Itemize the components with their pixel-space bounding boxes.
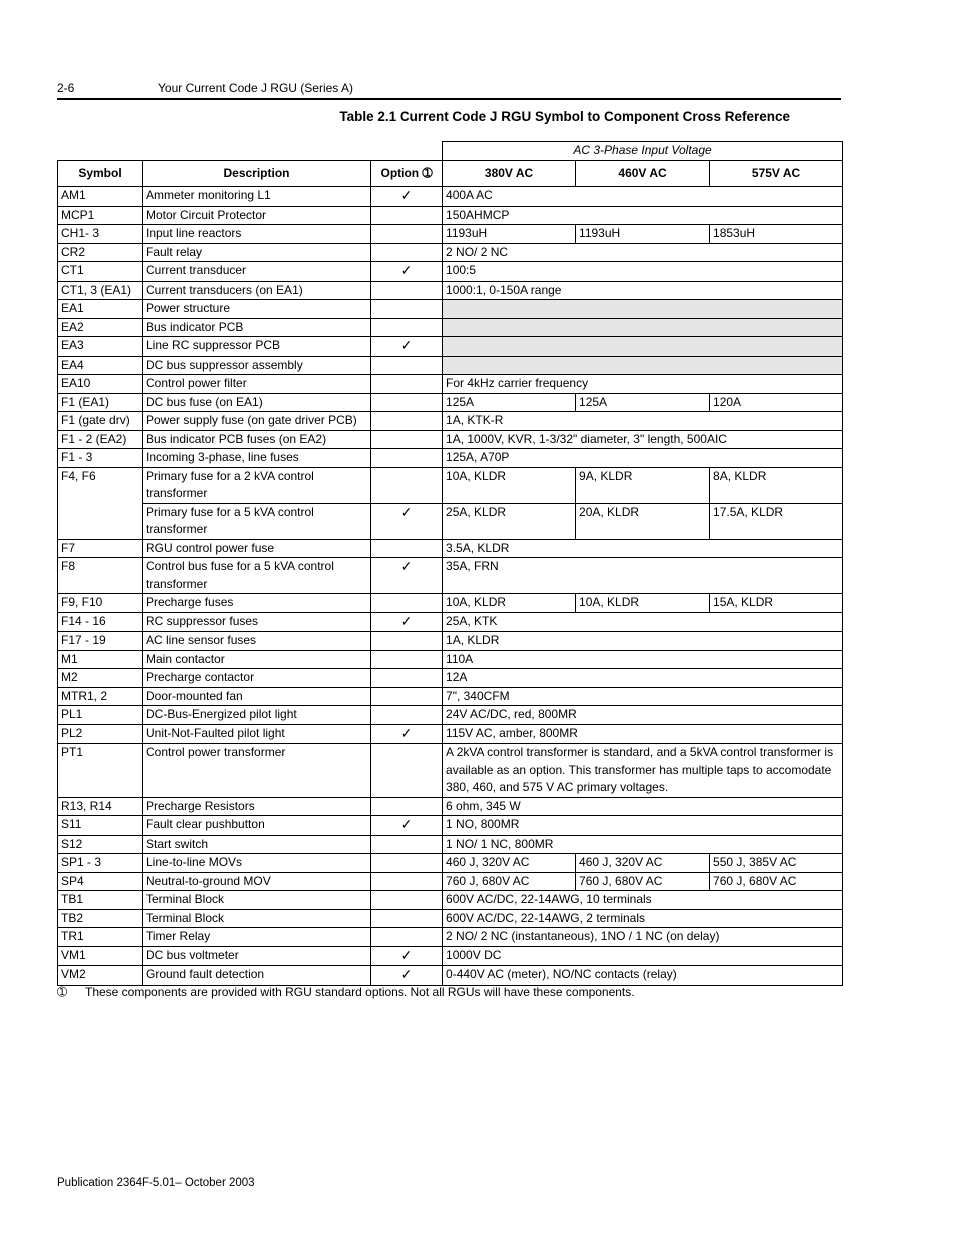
symbol-cell: TB1	[58, 891, 143, 910]
symbol-cell: MCP1	[58, 206, 143, 225]
option-cell	[371, 724, 443, 744]
value-380v-cell: 10A, KLDR	[443, 594, 576, 613]
description-cell: Control power transformer	[143, 744, 371, 798]
description-cell: Line-to-line MOVs	[143, 854, 371, 873]
value-cell: 7", 340CFM	[443, 687, 843, 706]
symbol-cell: CR2	[58, 243, 143, 262]
table-row	[58, 430, 843, 449]
value-cell: 2 NO/ 2 NC	[443, 243, 843, 262]
value-cell: 12A	[443, 669, 843, 688]
table-row	[58, 797, 843, 816]
table-title: Table 2.1 Current Code J RGU Symbol to Component Cross Reference	[339, 109, 790, 124]
check-mark-icon: ✓	[400, 816, 413, 832]
table-row	[58, 632, 843, 651]
symbol-cell: SP4	[58, 872, 143, 891]
symbol-cell: S12	[58, 835, 143, 854]
option-cell	[371, 966, 443, 986]
table-body	[58, 187, 843, 986]
symbol-cell: R13, R14	[58, 797, 143, 816]
check-mark-icon: ✓	[400, 187, 413, 203]
option-cell	[371, 281, 443, 300]
option-cell	[371, 744, 443, 798]
description-cell: Start switch	[143, 835, 371, 854]
value-cell: 1000:1, 0-150A range	[443, 281, 843, 300]
description-cell: Unit-Not-Faulted pilot light	[143, 724, 371, 744]
table-row	[58, 558, 843, 594]
option-cell	[371, 449, 443, 468]
value-575v-cell: 120A	[710, 393, 843, 412]
check-mark-icon: ✓	[400, 337, 413, 353]
header-rule	[57, 98, 841, 100]
option-cell	[371, 854, 443, 873]
option-cell	[371, 594, 443, 613]
symbol-cell: EA2	[58, 318, 143, 337]
symbol-cell: EA1	[58, 300, 143, 319]
check-mark-icon: ✓	[400, 946, 413, 963]
table-row	[58, 835, 843, 854]
value-cell: 0-440V AC (meter), NO/NC contacts (relay)	[443, 966, 843, 986]
symbol-cell: SP1 - 3	[58, 854, 143, 873]
description-cell: Current transducers (on EA1)	[143, 281, 371, 300]
col-460v: 460V AC	[576, 161, 710, 187]
value-cell	[443, 356, 843, 375]
value-460v-cell: 20A, KLDR	[576, 503, 710, 539]
table-row	[58, 449, 843, 468]
description-cell: Incoming 3-phase, line fuses	[143, 449, 371, 468]
col-380v: 380V AC	[443, 161, 576, 187]
value-cell	[443, 300, 843, 319]
option-cell	[371, 187, 443, 207]
table-row	[58, 375, 843, 394]
option-cell	[371, 467, 443, 503]
table-row	[58, 539, 843, 558]
option-cell	[371, 503, 443, 539]
value-cell: 125A, A70P	[443, 449, 843, 468]
description-cell: Motor Circuit Protector	[143, 206, 371, 225]
value-575v-cell: 17.5A, KLDR	[710, 503, 843, 539]
value-cell: A 2kVA control transformer is standard, and a 5kVA control transformer is available as an option. This transformer has multiple taps to accomodate 380, 460, and 575 V AC primary voltages.	[443, 744, 843, 798]
value-cell: 24V AC/DC, red, 800MR	[443, 706, 843, 725]
description-cell: DC bus voltmeter	[143, 946, 371, 966]
footnote	[57, 985, 841, 999]
value-cell	[443, 337, 843, 357]
check-mark-icon: ✓	[400, 262, 413, 278]
value-380v-cell: 760 J, 680V AC	[443, 872, 576, 891]
description-cell: Power structure	[143, 300, 371, 319]
table-row	[58, 225, 843, 244]
value-460v-cell: 760 J, 680V AC	[576, 872, 710, 891]
description-cell: Control power filter	[143, 375, 371, 394]
value-380v-cell: 125A	[443, 393, 576, 412]
value-cell: 3.5A, KLDR	[443, 539, 843, 558]
page-number: 2-6	[57, 81, 75, 95]
symbol-cell: TB2	[58, 909, 143, 928]
symbol-cell: TR1	[58, 928, 143, 947]
table-row	[58, 687, 843, 706]
description-cell: Primary fuse for a 2 kVA control transformer	[143, 467, 371, 503]
running-title: Your Current Code J RGU (Series A)	[158, 81, 353, 95]
description-cell: Power supply fuse (on gate driver PCB)	[143, 412, 371, 431]
option-cell	[371, 612, 443, 632]
table-row	[58, 872, 843, 891]
table-row	[58, 243, 843, 262]
symbol-cell: CH1- 3	[58, 225, 143, 244]
symbol-cell: F1 - 2 (EA2)	[58, 430, 143, 449]
value-cell: 115V AC, amber, 800MR	[443, 724, 843, 744]
table-row	[58, 594, 843, 613]
table-row	[58, 206, 843, 225]
option-cell	[371, 946, 443, 966]
description-cell: Control bus fuse for a 5 kVA control transformer	[143, 558, 371, 594]
symbol-cell: F1 (gate drv)	[58, 412, 143, 431]
option-cell	[371, 206, 443, 225]
description-cell: RC suppressor fuses	[143, 612, 371, 632]
symbol-cell: PL1	[58, 706, 143, 725]
table-row	[58, 744, 843, 798]
value-575v-cell: 760 J, 680V AC	[710, 872, 843, 891]
table-row	[58, 909, 843, 928]
description-cell: Timer Relay	[143, 928, 371, 947]
description-cell: Current transducer	[143, 262, 371, 282]
value-cell: 25A, KTK	[443, 612, 843, 632]
option-cell	[371, 650, 443, 669]
symbol-cell: S11	[58, 816, 143, 836]
column-header-row	[58, 161, 843, 187]
option-cell	[371, 430, 443, 449]
value-460v-cell: 460 J, 320V AC	[576, 854, 710, 873]
table-row	[58, 503, 843, 539]
value-575v-cell: 550 J, 385V AC	[710, 854, 843, 873]
publication-footer: Publication 2364F-5.01– October 2003	[57, 1177, 255, 1189]
description-cell: Primary fuse for a 5 kVA control transformer	[143, 503, 371, 539]
value-460v-cell: 9A, KLDR	[576, 467, 710, 503]
table-row	[58, 262, 843, 282]
value-380v-cell: 10A, KLDR	[443, 467, 576, 503]
cross-reference-table	[57, 141, 843, 986]
description-cell: DC-Bus-Energized pilot light	[143, 706, 371, 725]
table-row	[58, 706, 843, 725]
option-cell	[371, 318, 443, 337]
option-cell	[371, 669, 443, 688]
option-cell	[371, 539, 443, 558]
table-row	[58, 612, 843, 632]
option-cell	[371, 687, 443, 706]
symbol-cell: F1 - 3	[58, 449, 143, 468]
symbol-cell: CT1	[58, 262, 143, 282]
table-row	[58, 928, 843, 947]
value-380v-cell: 1193uH	[443, 225, 576, 244]
table-row	[58, 337, 843, 357]
value-460v-cell: 125A	[576, 393, 710, 412]
footnote-marker: ➀	[57, 985, 68, 999]
description-cell: Neutral-to-ground MOV	[143, 872, 371, 891]
symbol-cell: VM1	[58, 946, 143, 966]
table-row	[58, 724, 843, 744]
option-cell	[371, 375, 443, 394]
symbol-cell: F9, F10	[58, 594, 143, 613]
symbol-cell: VM2	[58, 966, 143, 986]
value-cell: 110A	[443, 650, 843, 669]
description-cell: DC bus fuse (on EA1)	[143, 393, 371, 412]
description-cell: Door-mounted fan	[143, 687, 371, 706]
option-cell	[371, 337, 443, 357]
value-575v-cell: 1853uH	[710, 225, 843, 244]
symbol-cell: EA3	[58, 337, 143, 357]
symbol-cell: F8	[58, 558, 143, 594]
check-mark-icon: ✓	[400, 558, 413, 574]
description-cell: Terminal Block	[143, 891, 371, 910]
symbol-cell: F4, F6	[58, 467, 143, 503]
table-row	[58, 356, 843, 375]
col-symbol: Symbol	[58, 161, 143, 187]
description-cell: Fault clear pushbutton	[143, 816, 371, 836]
table-row	[58, 281, 843, 300]
value-cell: 1000V DC	[443, 946, 843, 966]
value-cell: 1A, 1000V, KVR, 1-3/32" diameter, 3" length, 500AIC	[443, 430, 843, 449]
voltage-header-row	[58, 142, 843, 161]
symbol-cell	[58, 503, 143, 539]
description-cell: Terminal Block	[143, 909, 371, 928]
symbol-cell: EA4	[58, 356, 143, 375]
voltage-group-header: AC 3-Phase Input Voltage	[443, 142, 843, 161]
value-cell: For 4kHz carrier frequency	[443, 375, 843, 394]
value-cell: 600V AC/DC, 22-14AWG, 10 terminals	[443, 891, 843, 910]
description-cell: Line RC suppressor PCB	[143, 337, 371, 357]
option-cell	[371, 558, 443, 594]
value-cell: 1 NO, 800MR	[443, 816, 843, 836]
table-row	[58, 318, 843, 337]
symbol-cell: M1	[58, 650, 143, 669]
check-mark-icon: ✓	[400, 966, 413, 982]
table-row	[58, 854, 843, 873]
symbol-cell: PL2	[58, 724, 143, 744]
description-cell: Input line reactors	[143, 225, 371, 244]
description-cell: Precharge Resistors	[143, 797, 371, 816]
symbol-cell: MTR1, 2	[58, 687, 143, 706]
table-row	[58, 669, 843, 688]
check-mark-icon: ✓	[400, 503, 413, 520]
table-row	[58, 650, 843, 669]
description-cell: RGU control power fuse	[143, 539, 371, 558]
table-row	[58, 816, 843, 836]
option-cell	[371, 909, 443, 928]
option-cell	[371, 225, 443, 244]
option-cell	[371, 393, 443, 412]
description-cell: Precharge contactor	[143, 669, 371, 688]
option-cell	[371, 300, 443, 319]
table-row	[58, 966, 843, 986]
value-cell: 1A, KTK-R	[443, 412, 843, 431]
check-mark-icon: ✓	[400, 612, 413, 629]
value-cell: 100:5	[443, 262, 843, 282]
option-cell	[371, 891, 443, 910]
col-575v: 575V AC	[710, 161, 843, 187]
value-cell: 150AHMCP	[443, 206, 843, 225]
value-575v-cell: 8A, KLDR	[710, 467, 843, 503]
value-cell: 35A, FRN	[443, 558, 843, 594]
value-380v-cell: 460 J, 320V AC	[443, 854, 576, 873]
description-cell: Bus indicator PCB fuses (on EA2)	[143, 430, 371, 449]
value-cell: 1 NO/ 1 NC, 800MR	[443, 835, 843, 854]
option-cell	[371, 816, 443, 836]
symbol-cell: F1 (EA1)	[58, 393, 143, 412]
table-row	[58, 187, 843, 207]
col-description: Description	[143, 161, 371, 187]
symbol-cell: F17 - 19	[58, 632, 143, 651]
value-cell	[443, 318, 843, 337]
option-cell	[371, 706, 443, 725]
option-cell	[371, 356, 443, 375]
description-cell: Main contactor	[143, 650, 371, 669]
symbol-cell: AM1	[58, 187, 143, 207]
option-cell	[371, 412, 443, 431]
symbol-cell: PT1	[58, 744, 143, 798]
table-row	[58, 300, 843, 319]
option-cell	[371, 243, 443, 262]
table-row	[58, 891, 843, 910]
symbol-cell: F7	[58, 539, 143, 558]
option-cell	[371, 835, 443, 854]
table-row	[58, 393, 843, 412]
option-cell	[371, 797, 443, 816]
option-cell	[371, 872, 443, 891]
option-cell	[371, 928, 443, 947]
symbol-cell: CT1, 3 (EA1)	[58, 281, 143, 300]
description-cell: Precharge fuses	[143, 594, 371, 613]
value-cell: 600V AC/DC, 22-14AWG, 2 terminals	[443, 909, 843, 928]
table-row	[58, 467, 843, 503]
symbol-cell: EA10	[58, 375, 143, 394]
symbol-cell: M2	[58, 669, 143, 688]
value-cell: 400A AC	[443, 187, 843, 207]
table-row	[58, 946, 843, 966]
value-460v-cell: 1193uH	[576, 225, 710, 244]
page-header	[57, 80, 841, 100]
description-cell: DC bus suppressor assembly	[143, 356, 371, 375]
description-cell: Ground fault detection	[143, 966, 371, 986]
option-cell	[371, 632, 443, 651]
description-cell: Ammeter monitoring L1	[143, 187, 371, 207]
description-cell: AC line sensor fuses	[143, 632, 371, 651]
value-460v-cell: 10A, KLDR	[576, 594, 710, 613]
value-cell: 1A, KLDR	[443, 632, 843, 651]
footnote-text: These components are provided with RGU standard options. Not all RGUs will have these components.	[85, 985, 635, 999]
value-cell: 6 ohm, 345 W	[443, 797, 843, 816]
check-mark-icon: ✓	[400, 724, 413, 741]
value-cell: 2 NO/ 2 NC (instantaneous), 1NO / 1 NC (on delay)	[443, 928, 843, 947]
description-cell: Fault relay	[143, 243, 371, 262]
symbol-cell: F14 - 16	[58, 612, 143, 632]
value-575v-cell: 15A, KLDR	[710, 594, 843, 613]
value-380v-cell: 25A, KLDR	[443, 503, 576, 539]
option-cell	[371, 262, 443, 282]
table-row	[58, 412, 843, 431]
description-cell: Bus indicator PCB	[143, 318, 371, 337]
col-option: Option ➀	[371, 161, 443, 187]
